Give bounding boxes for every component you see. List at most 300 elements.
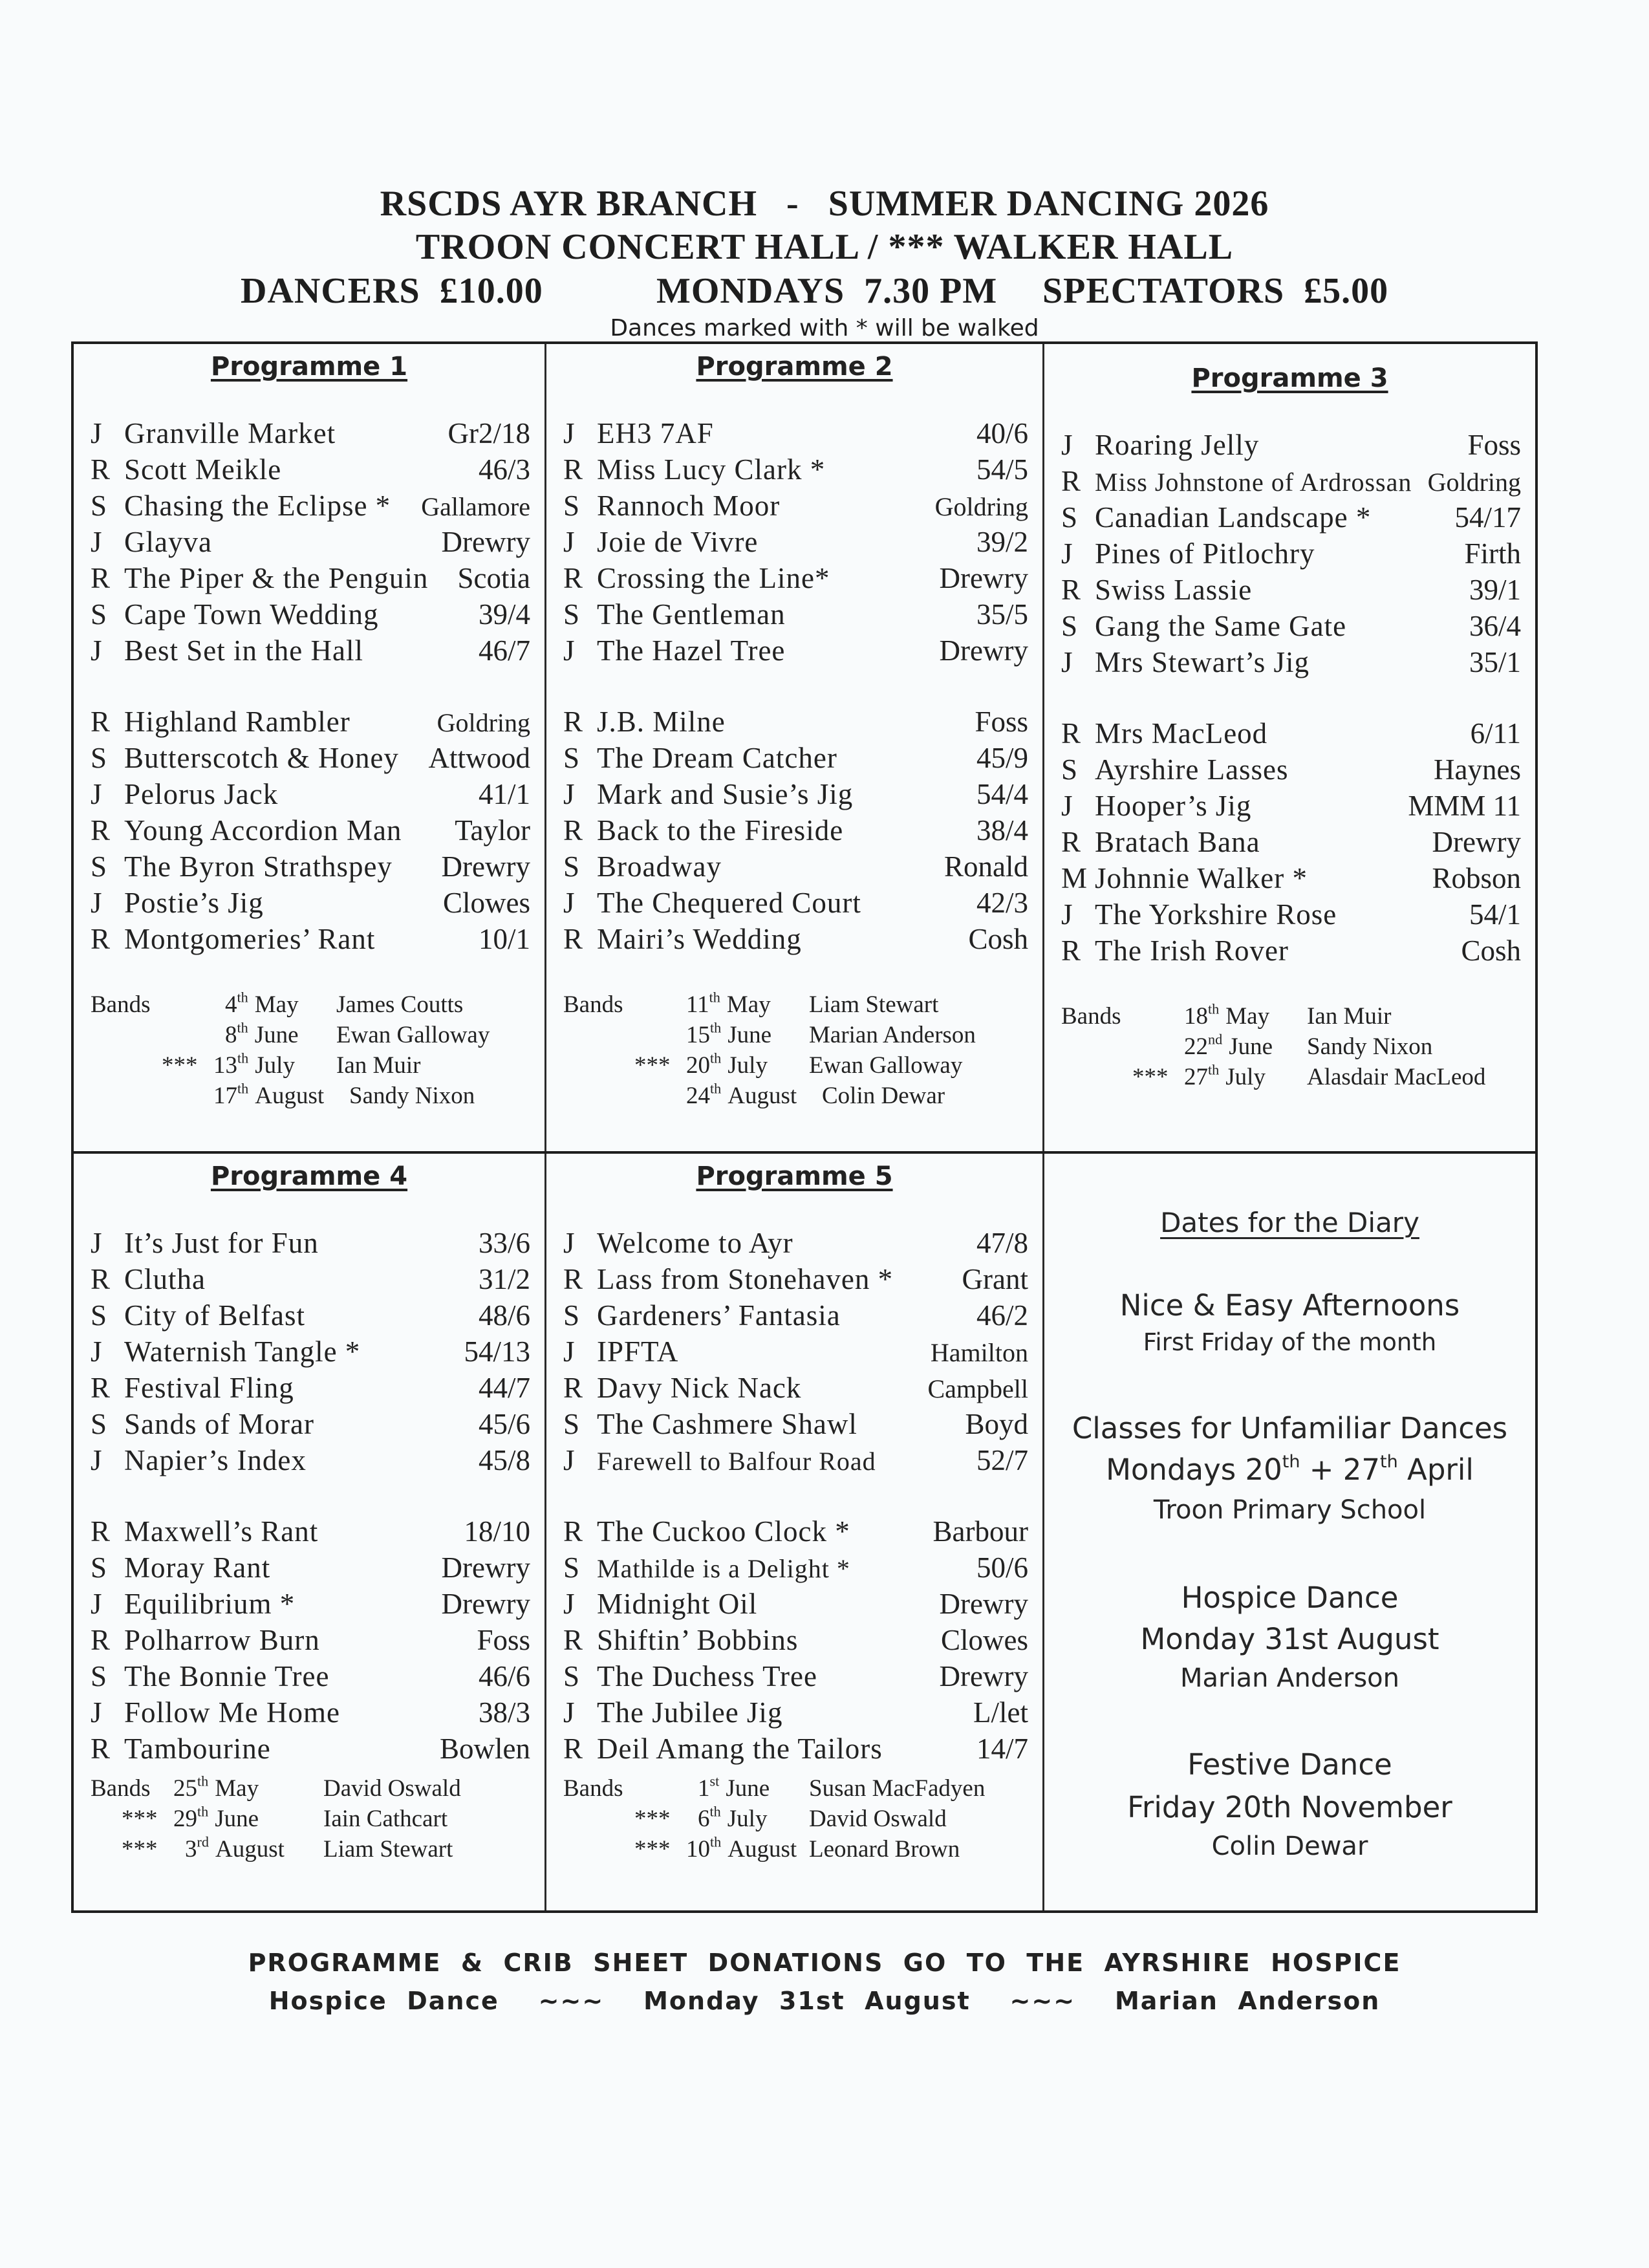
dance-reference: Boyd	[965, 1408, 1028, 1440]
ordinal-suffix: th	[237, 1019, 248, 1036]
bands-list	[91, 991, 538, 1112]
dance-row	[563, 453, 1028, 489]
dance-reference: Gr2/18	[447, 417, 530, 449]
dance-type: J	[563, 1696, 575, 1729]
band-name: Sandy Nixon	[1307, 1033, 1433, 1060]
band-month: July	[727, 1052, 768, 1079]
band-date	[185, 1835, 285, 1863]
dance-type: S	[563, 1408, 580, 1440]
band-day: 25	[173, 1775, 197, 1802]
dance-name: Napier’s Index	[124, 1444, 307, 1476]
dance-type: S	[563, 850, 580, 883]
dance-reference: 39/2	[976, 526, 1028, 558]
programme-3	[1044, 356, 1535, 1151]
dance-name: Davy Nick Nack	[597, 1372, 802, 1404]
dance-name: Postie’s Jig	[124, 887, 264, 919]
ordinal-suffix: th	[1208, 1000, 1220, 1017]
dance-name: Mrs Stewart’s Jig	[1095, 646, 1310, 678]
donations-note: PROGRAMME & CRIB SHEET DONATIONS GO TO THE AYRSHIRE HOSPICE	[248, 1949, 1401, 1977]
dance-type: R	[91, 1372, 111, 1404]
dance-reference: 54/4	[976, 778, 1028, 810]
band-row	[563, 1835, 1036, 1866]
dance-reference: 45/9	[976, 742, 1028, 774]
dance-type: R	[91, 1624, 111, 1656]
dance-name: Maxwell’s Rant	[124, 1515, 319, 1548]
band-day: 13	[213, 1052, 237, 1079]
hospice-title: Hospice Dance	[1181, 1581, 1399, 1615]
dance-reference: 39/1	[1469, 574, 1521, 606]
band-name: Liam Stewart	[323, 1836, 453, 1863]
dance-name: The Yorkshire Rose	[1095, 898, 1337, 931]
band-day: 24	[686, 1083, 710, 1109]
dance-type: J	[91, 778, 102, 810]
dance-name: Butterscotch & Honey	[124, 742, 399, 774]
band-day: 22	[1184, 1033, 1208, 1060]
band-month: May	[215, 1775, 259, 1802]
dance-reference: Drewry	[1432, 826, 1521, 858]
dance-type: S	[91, 1299, 107, 1332]
programme-title	[74, 352, 544, 382]
programme-grid	[71, 341, 1538, 1913]
dance-row	[91, 705, 530, 741]
dance-name: Welcome to Ayr	[597, 1227, 793, 1259]
dance-name: The Chequered Court	[597, 887, 861, 919]
dance-type: R	[563, 1624, 583, 1656]
dance-reference: 36/4	[1469, 610, 1521, 642]
band-row	[1061, 1002, 1529, 1033]
band-row	[563, 991, 1036, 1021]
band-date	[1184, 1033, 1273, 1061]
dance-name: Hooper’s Jig	[1095, 790, 1252, 822]
dance-type: J	[91, 1444, 102, 1476]
dance-name: Mark and Susie’s Jig	[597, 778, 854, 810]
dance-type: J	[91, 1227, 102, 1259]
festive-band: Colin Dewar	[1211, 1831, 1368, 1861]
dance-reference: 50/6	[976, 1551, 1028, 1584]
ordinal-suffix: th	[237, 989, 248, 1006]
dance-reference: 14/7	[976, 1733, 1028, 1765]
dance-reference: Ronald	[944, 850, 1028, 883]
dance-name: Scott Meikle	[124, 453, 282, 486]
dance-row	[563, 634, 1028, 670]
dance-row	[563, 1551, 1028, 1587]
dance-type: R	[563, 1263, 583, 1295]
ordinal-suffix: rd	[197, 1833, 209, 1850]
dance-name: Granville Market	[124, 417, 336, 449]
dance-name: Crossing the Line*	[597, 562, 830, 594]
band-date	[686, 1835, 797, 1863]
dance-name: Back to the Fireside	[597, 814, 844, 847]
half-break	[563, 1480, 1028, 1515]
dance-row	[563, 1407, 1028, 1443]
bands-list	[563, 1775, 1036, 1866]
dance-name: Deil Amang the Tailors	[597, 1733, 883, 1765]
dance-name: Rannoch Moor	[597, 490, 781, 522]
ordinal-suffix: th	[1208, 1061, 1220, 1078]
band-date	[213, 1052, 295, 1079]
dance-type: R	[563, 814, 583, 847]
dance-reference: Robson	[1432, 862, 1521, 894]
programme-title	[546, 352, 1042, 382]
band-name: Ewan Galloway	[809, 1052, 963, 1079]
dance-name: Chasing the Eclipse *	[124, 490, 391, 522]
dance-row	[91, 1371, 530, 1407]
band-day: 17	[213, 1083, 237, 1109]
dance-type: S	[563, 490, 580, 522]
dance-name: Swiss Lassie	[1095, 574, 1253, 606]
dance-row	[91, 453, 530, 489]
dance-reference: Cosh	[968, 923, 1028, 955]
ordinal-suffix: th	[197, 1773, 209, 1789]
bands-label: Bands	[563, 991, 623, 1018]
dance-type: R	[563, 1515, 583, 1548]
ordinal-suffix: nd	[1208, 1031, 1223, 1048]
dance-row	[91, 1732, 530, 1768]
diary-title	[1044, 1207, 1535, 1238]
dance-name: Roaring Jelly	[1095, 429, 1260, 461]
band-date	[698, 1775, 770, 1802]
dance-row	[563, 598, 1028, 634]
dance-type: R	[91, 1515, 111, 1548]
band-day: 11	[686, 991, 709, 1018]
dance-reference: 44/7	[478, 1372, 530, 1404]
dance-reference: 54/5	[976, 453, 1028, 486]
dance-type: R	[1061, 934, 1081, 967]
classes-where: Troon Primary School	[1153, 1495, 1427, 1525]
half-break	[563, 670, 1028, 705]
dance-name: Shiftin’ Bobbins	[597, 1624, 799, 1656]
band-name: Ewan Galloway	[336, 1022, 490, 1048]
dance-name: Gang the Same Gate	[1095, 610, 1347, 642]
dance-type: J	[563, 778, 575, 810]
dance-row	[91, 886, 530, 922]
band-day: 20	[686, 1052, 710, 1079]
dance-name: The Bonnie Tree	[124, 1660, 330, 1692]
band-name: Sandy Nixon	[349, 1083, 475, 1109]
dance-name: The Duchess Tree	[597, 1660, 817, 1692]
half-break	[91, 1480, 530, 1515]
band-date	[1184, 1002, 1269, 1030]
dance-row	[563, 1371, 1028, 1407]
dance-row	[1061, 609, 1521, 645]
band-month: August	[255, 1083, 325, 1109]
dance-type: J	[563, 417, 575, 449]
dance-reference: Clowes	[941, 1624, 1028, 1656]
programme-2	[546, 344, 1042, 1151]
dance-row	[1061, 464, 1521, 501]
nice-easy-when: First Friday of the month	[1143, 1328, 1437, 1356]
dance-row	[1061, 428, 1521, 464]
band-day: 3	[185, 1836, 197, 1863]
dance-name: City of Belfast	[124, 1299, 305, 1332]
dance-row	[563, 1262, 1028, 1299]
dance-name: Broadway	[597, 850, 722, 883]
tbc-marker: ***	[1132, 1064, 1169, 1090]
dance-row	[91, 598, 530, 634]
classes-when-part: April	[1397, 1453, 1474, 1487]
ordinal-suffix: th	[1380, 1452, 1398, 1473]
band-day: 29	[173, 1806, 197, 1832]
dance-row	[563, 416, 1028, 453]
dance-row	[1061, 573, 1521, 609]
dance-type: R	[1061, 465, 1081, 497]
programme-title-text: Programme 2	[696, 352, 893, 382]
dance-row	[563, 1515, 1028, 1551]
dance-type: R	[91, 814, 111, 847]
dance-type: J	[563, 1227, 575, 1259]
dance-name: The Cuckoo Clock *	[597, 1515, 850, 1548]
dance-name: Sands of Morar	[124, 1408, 314, 1440]
dance-reference: Goldring	[1427, 468, 1521, 497]
dancers-price: DANCERS £10.00	[241, 271, 543, 311]
dance-row	[1061, 717, 1521, 753]
band-day: 1	[698, 1775, 710, 1802]
dance-name: The Piper & the Penguin	[124, 562, 429, 594]
dance-reference: 31/2	[478, 1263, 530, 1295]
programme-title-text: Programme 4	[210, 1161, 408, 1191]
band-month: June	[254, 1022, 299, 1048]
dance-type: J	[91, 1696, 102, 1729]
band-month: June	[215, 1806, 259, 1832]
dance-type: J	[91, 526, 102, 558]
dance-type: J	[563, 1588, 575, 1620]
dance-type: J	[563, 634, 575, 667]
tbc-marker: ***	[634, 1806, 671, 1832]
band-month: July	[255, 1052, 295, 1079]
band-row	[91, 1052, 538, 1082]
dance-row	[563, 525, 1028, 561]
dance-reference: 45/8	[478, 1444, 530, 1476]
tbc-marker: ***	[162, 1052, 198, 1079]
dance-row	[1061, 753, 1521, 789]
dance-type: S	[91, 742, 107, 774]
dance-reference: Firth	[1464, 537, 1521, 570]
dance-row	[563, 886, 1028, 922]
dance-reference: Gallamore	[421, 492, 530, 521]
dance-name: It’s Just for Fun	[124, 1227, 319, 1259]
dance-reference: Drewry	[441, 1588, 530, 1620]
dance-name: Midnight Oil	[597, 1588, 758, 1620]
dance-row	[91, 1335, 530, 1371]
dance-reference: Drewry	[939, 562, 1028, 594]
dance-reference: Campbell	[927, 1374, 1028, 1403]
dance-type: J	[563, 526, 575, 558]
programme-title-text: Programme 5	[696, 1161, 893, 1191]
dance-name: Mathilde is a Delight *	[597, 1554, 850, 1583]
dance-type: J	[1061, 537, 1073, 570]
programme-title	[74, 1161, 544, 1191]
dance-reference: Foss	[975, 706, 1028, 738]
band-month: August	[727, 1083, 797, 1109]
dance-row	[1061, 501, 1521, 537]
band-row	[91, 1082, 538, 1112]
dance-name: Pines of Pitlochry	[1095, 537, 1315, 570]
dance-row	[563, 1587, 1028, 1623]
dance-type: J	[1061, 429, 1073, 461]
band-row	[563, 1052, 1036, 1082]
ordinal-suffix: th	[710, 1080, 722, 1097]
dance-type: S	[563, 1551, 580, 1584]
dance-type: S	[563, 1299, 580, 1332]
dance-row	[1061, 645, 1521, 682]
dance-row	[91, 489, 530, 525]
dance-row	[91, 1299, 530, 1335]
ordinal-suffix: th	[709, 1803, 721, 1820]
dance-row	[91, 416, 530, 453]
dance-type: S	[91, 1660, 107, 1692]
dance-reference: Hamilton	[930, 1338, 1028, 1367]
dance-row	[563, 1335, 1028, 1371]
classes-when	[1044, 1453, 1535, 1487]
dates-for-the-diary	[1044, 1154, 1535, 1910]
dance-name: Miss Johnstone of Ardrossan	[1095, 468, 1412, 497]
dance-name: Canadian Landscape *	[1095, 501, 1372, 534]
dance-reference: 54/13	[464, 1335, 530, 1368]
band-name: David Oswald	[323, 1775, 461, 1802]
dance-row	[563, 1226, 1028, 1262]
band-row	[563, 1021, 1036, 1052]
classes-when-part: Mondays 20	[1106, 1453, 1282, 1487]
dance-name: Lass from Stonehaven *	[597, 1263, 894, 1295]
dance-row	[91, 525, 530, 561]
dance-type: J	[563, 1444, 575, 1476]
nice-easy-title: Nice & Easy Afternoons	[1119, 1288, 1460, 1323]
programme-title-text: Programme 1	[210, 352, 408, 382]
dance-row	[563, 561, 1028, 598]
band-month: August	[727, 1836, 797, 1863]
band-date	[686, 991, 771, 1019]
band-name: Leonard Brown	[809, 1836, 960, 1863]
band-name: Colin Dewar	[822, 1083, 945, 1109]
dance-row	[91, 777, 530, 814]
dance-reference: Foss	[1467, 429, 1521, 461]
dance-reference: 33/6	[478, 1227, 530, 1259]
band-name: James Coutts	[336, 991, 464, 1018]
dance-row	[1061, 934, 1521, 970]
dance-row	[563, 814, 1028, 850]
band-day: 10	[686, 1836, 710, 1863]
dance-type: S	[563, 1660, 580, 1692]
band-month: May	[254, 991, 299, 1018]
dance-type: S	[1061, 753, 1078, 786]
dance-name: Follow Me Home	[124, 1696, 340, 1729]
dance-list	[1061, 428, 1521, 970]
dance-type: R	[91, 923, 111, 955]
dance-name: Glayva	[124, 526, 212, 558]
dance-reference: L/let	[973, 1696, 1028, 1729]
band-month: June	[727, 1022, 772, 1048]
dance-row	[563, 1299, 1028, 1335]
dance-row	[91, 1659, 530, 1696]
dance-reference: 18/10	[464, 1515, 530, 1548]
band-row	[1061, 1063, 1529, 1094]
dance-name: Miss Lucy Clark *	[597, 453, 826, 486]
dance-type: J	[1061, 790, 1073, 822]
mondays-time: MONDAYS 7.30 PM	[656, 271, 998, 311]
dance-row	[91, 1696, 530, 1732]
ordinal-suffix: th	[1282, 1452, 1300, 1473]
band-row	[91, 991, 538, 1021]
dance-reference: Haynes	[1434, 753, 1521, 786]
band-month: May	[1225, 1003, 1270, 1030]
dance-reference: 46/7	[478, 634, 530, 667]
dance-name: The Hazel Tree	[597, 634, 786, 667]
dance-row	[563, 1659, 1028, 1696]
dance-name: J.B. Milne	[597, 706, 726, 738]
dance-type: R	[91, 562, 111, 594]
header-venue: TROON CONCERT HALL / *** WALKER HALL	[415, 227, 1234, 267]
band-date	[173, 1775, 259, 1802]
tbc-marker: ***	[122, 1836, 158, 1863]
band-row	[91, 1775, 538, 1805]
hospice-band: Marian Anderson	[1180, 1663, 1399, 1693]
band-row	[1061, 1033, 1529, 1063]
ordinal-suffix: th	[710, 1833, 722, 1850]
dance-row	[1061, 825, 1521, 861]
dance-name: Joie de Vivre	[597, 526, 759, 558]
dance-type: R	[563, 453, 583, 486]
band-month: August	[215, 1836, 285, 1863]
dance-reference: 40/6	[976, 417, 1028, 449]
dance-reference: 52/7	[976, 1444, 1028, 1476]
dance-row	[563, 1732, 1028, 1768]
dance-reference: 39/4	[478, 598, 530, 631]
dance-reference: 38/3	[478, 1696, 530, 1729]
band-day: 4	[225, 991, 237, 1018]
dance-row	[563, 705, 1028, 741]
dance-reference: Goldring	[436, 708, 530, 737]
dance-type: R	[1061, 826, 1081, 858]
band-name: Alasdair MacLeod	[1307, 1064, 1486, 1090]
dance-row	[1061, 861, 1521, 898]
dance-name: Cape Town Wedding	[124, 598, 379, 631]
dance-reference: 35/5	[976, 598, 1028, 631]
band-date	[1184, 1063, 1266, 1091]
band-row	[91, 1021, 538, 1052]
tbc-marker: ***	[634, 1836, 671, 1863]
dance-name: The Irish Rover	[1095, 934, 1289, 967]
band-name: Susan MacFadyen	[809, 1775, 986, 1802]
dance-name: Waternish Tangle *	[124, 1335, 361, 1368]
spectators-price: SPECTATORS £5.00	[1042, 271, 1389, 311]
dance-type: R	[563, 1733, 583, 1765]
band-row	[563, 1082, 1036, 1112]
dance-type: R	[563, 923, 583, 955]
dance-name: Equilibrium *	[124, 1588, 296, 1620]
band-date	[173, 1805, 259, 1833]
dance-row	[91, 814, 530, 850]
programme-1	[74, 344, 544, 1151]
dance-type: S	[91, 490, 107, 522]
programme-4	[74, 1154, 544, 1910]
dance-reference: Drewry	[441, 1551, 530, 1584]
dance-type: S	[91, 850, 107, 883]
dance-row	[91, 1623, 530, 1659]
dance-name: Pelorus Jack	[124, 778, 279, 810]
band-row	[91, 1805, 538, 1835]
dance-row	[91, 922, 530, 958]
dance-type: R	[563, 706, 583, 738]
dance-row	[563, 922, 1028, 958]
dance-row	[91, 1551, 530, 1587]
band-date	[698, 1805, 767, 1833]
bands-label: Bands	[563, 1775, 623, 1802]
dance-row	[91, 634, 530, 670]
dance-type: J	[91, 1335, 102, 1368]
dance-type: R	[91, 706, 111, 738]
dance-row	[91, 1262, 530, 1299]
dance-reference: Drewry	[939, 1588, 1028, 1620]
